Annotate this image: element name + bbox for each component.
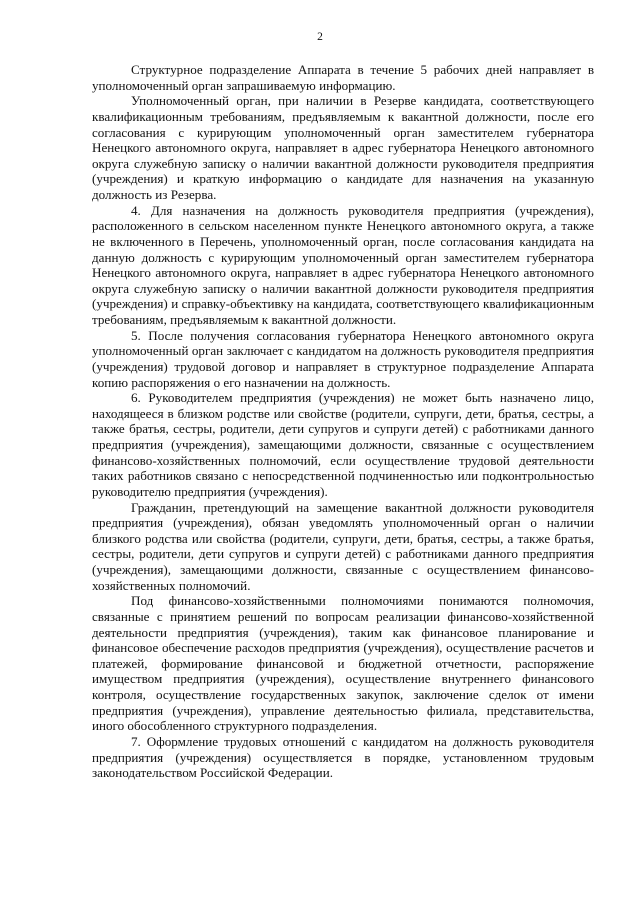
page-number: 2 — [317, 31, 323, 43]
paragraph-item-6: 6. Руководителем предприятия (учреждения) не может быть назначено лицо, находящееся в близком родстве или свойстве (родители, супруги, дети, братья, сестры, а также братья, сестры, родители, дети супругов и супруги детей) с работниками данного предприятия (учреждения), замещающими должности, связанные с осуществлением финансово-хозяйственных полномочий, если осуществление трудовой деятельности таких работников связано с непосредственной подчиненностью или подконтрольностью руководителю предприятия (учреждения). — [92, 390, 594, 499]
paragraph-item-5: 5. После получения согласования губернатора Ненецкого автономного округа уполномоченный орган заключает с кандидатом на должность руководителя предприятия (учреждения) трудовой договор и направляет в структурное подразделение Аппарата копию распоряжения о его назначении на должность. — [92, 327, 594, 390]
paragraph-reserve-candidate: Уполномоченный орган, при наличии в Резерве кандидата, соответствующего квалификационным требованиям, предъявляемым к вакантной должности, после его согласования с курирующим уполномоченный орган заместителем губернатора Ненецкого автономного округа, направляет в адрес губернатора Ненецкого автономного округа служебную записку о наличии вакантной должности руководителя предприятия (учреждения) и краткую информацию о кандидате для назначения на указанную должность из Резерва. — [92, 93, 594, 202]
paragraph-item-4: 4. Для назначения на должность руководителя предприятия (учреждения), расположенного в сельском населенном пункте Ненецкого автономного округа, а также не включенного в Перечень, уполномоченный орган, после согласования кандидата на данную должность с курирующим уполномоченный орган заместителем губернатора Ненецкого автономного округа, направляет в адрес губернатора Ненецкого автономного округа служебную записку о наличии вакантной должности руководителя предприятия (учреждения) и справку-объективку на кандидата, соответствующего квалификационным требованиям, предъявляемым к вакантной должности. — [92, 202, 594, 327]
paragraph-item-7: 7. Оформление трудовых отношений с кандидатом на должность руководителя предприятия (учреждения) осуществляется в порядке, установленном трудовым законодательством Российской Федерации. — [92, 733, 594, 781]
paragraph-info-request: Структурное подразделение Аппарата в течение 5 рабочих дней направляет в уполномоченный орган запрашиваемую информацию. — [92, 62, 594, 93]
paragraph-financial-powers: Под финансово-хозяйственными полномочиями понимаются полномочия, связанные с принятием решений по вопросам реализации финансово-хозяйственной деятельности предприятия (учреждения), таким как финансовое планирование и финансовое обеспечение расходов предприятия (учреждения), осуществление расчетов и платежей, формирование финансовой и бюджетной отчетности, распоряжение имуществом предприятия (учреждения), осуществление внутреннего финансового контроля, осуществление государственных закупок, заключение сделок от имени предприятия (учреждения), управление деятельностью филиала, представительства, иного обособленного структурного подразделения. — [92, 593, 594, 734]
document-body — [92, 62, 594, 781]
paragraph-citizen-notification: Гражданин, претендующий на замещение вакантной должности руководителя предприятия (учреждения), обязан уведомлять уполномоченный орган о наличии близкого родства или свойства (родители, супруги, дети, братья, сестры, а также братья, сестры, родители, дети супругов и супруги детей) с работниками данного предприятия (учреждения), замещающими должности, связанные с осуществлением финансово-хозяйственных полномочий. — [92, 499, 594, 593]
